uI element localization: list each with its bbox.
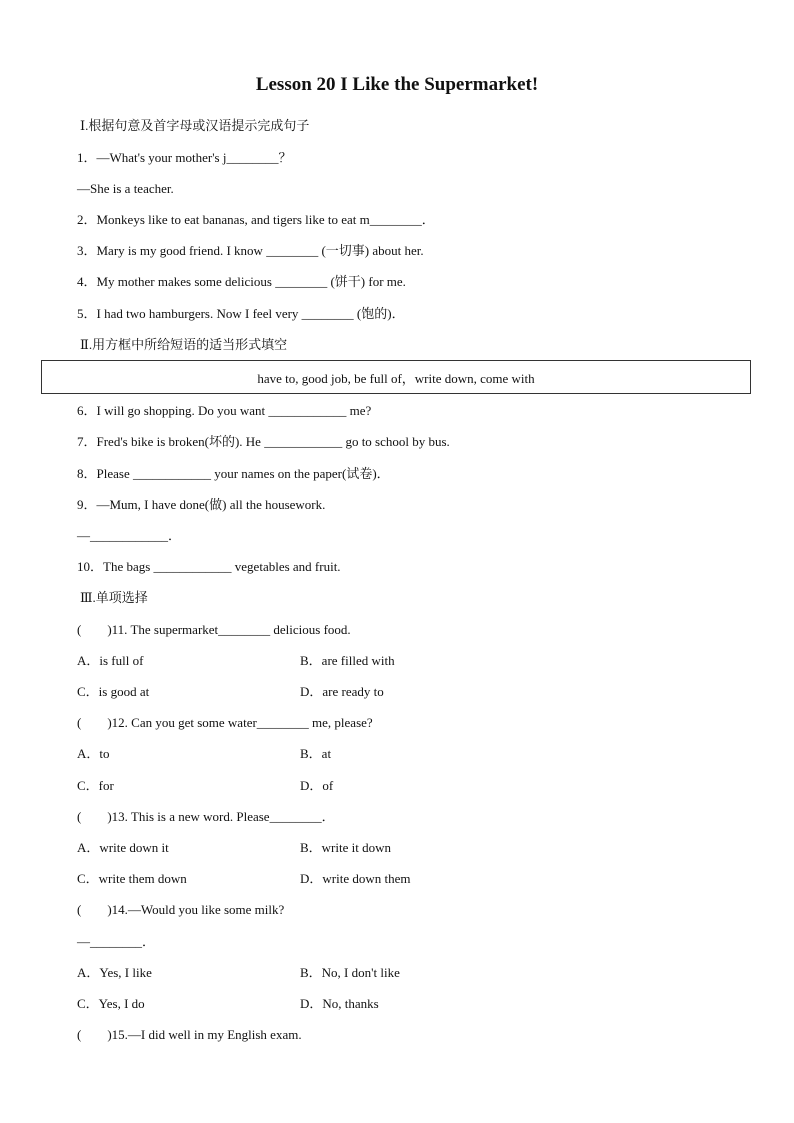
- word-box-text: have to, good job, be full of，write down, come with: [257, 370, 535, 386]
- question-5: 5．I had two hamburgers. Now I feel very ________ (饱的)．: [77, 306, 405, 321]
- section-2-heading: Ⅱ.用方框中所给短语的适当形式填空: [80, 337, 288, 352]
- question-11-option-d: D．are ready to: [300, 684, 384, 699]
- question-3: 3．Mary is my good friend. I know ________ (一切事) about her.: [77, 243, 424, 258]
- question-12-option-d: D．of: [300, 778, 334, 793]
- question-14: ( )14.—Would you like some milk?: [77, 902, 285, 917]
- question-10: 10．The bags ____________ vegetables and fruit.: [77, 559, 341, 574]
- question-14-option-a: A．Yes, I like: [77, 965, 152, 980]
- question-11-option-a: A．is full of: [77, 653, 144, 668]
- question-6: 6．I will go shopping. Do you want ____________ me?: [77, 403, 372, 418]
- question-9-answer-line: —____________．: [77, 528, 182, 543]
- question-7: 7．Fred's bike is broken(坏的). He ____________ go to school by bus.: [77, 434, 450, 449]
- question-9: 9．—Mum, I have done(做) all the housework.: [77, 497, 326, 512]
- question-11-option-c: C．is good at: [77, 684, 150, 699]
- question-15: ( )15.—I did well in my English exam.: [77, 1027, 302, 1042]
- question-13-option-c: C．write them down: [77, 871, 187, 886]
- question-12: ( )12. Can you get some water________ me, please?: [77, 715, 373, 730]
- question-1: 1．—What's your mother's j________？: [77, 150, 292, 165]
- page-title: Lesson 20 I Like the Supermarket!: [255, 74, 539, 95]
- question-14-option-c: C．Yes, I do: [77, 996, 145, 1011]
- question-13: ( )13. This is a new word. Please________．: [77, 809, 335, 824]
- section-3-heading: Ⅲ.单项选择: [80, 590, 148, 605]
- question-13-option-d: D．write down them: [300, 871, 411, 886]
- question-1-answer-line: —She is a teacher.: [77, 181, 174, 196]
- word-box: [41, 360, 751, 394]
- question-13-option-a: A．write down it: [77, 840, 169, 855]
- question-4: 4．My mother makes some delicious ________ (饼干) for me.: [77, 274, 406, 289]
- question-14-option-b: B．No, I don't like: [300, 965, 400, 980]
- question-14-answer-line: —________．: [77, 934, 156, 949]
- question-8: 8．Please ____________ your names on the paper(试卷)．: [77, 466, 390, 481]
- question-2: 2．Monkeys like to eat bananas, and tigers like to eat m________．: [77, 212, 435, 227]
- section-1-heading: Ⅰ.根据句意及首字母或汉语提示完成句子: [80, 118, 310, 133]
- question-14-option-d: D．No, thanks: [300, 996, 379, 1011]
- question-12-option-a: A．to: [77, 746, 110, 761]
- question-12-option-b: B．at: [300, 746, 332, 761]
- question-12-option-c: C．for: [77, 778, 114, 793]
- question-11-option-b: B．are filled with: [300, 653, 395, 668]
- question-13-option-b: B．write it down: [300, 840, 391, 855]
- question-11: ( )11. The supermarket________ delicious food.: [77, 622, 351, 637]
